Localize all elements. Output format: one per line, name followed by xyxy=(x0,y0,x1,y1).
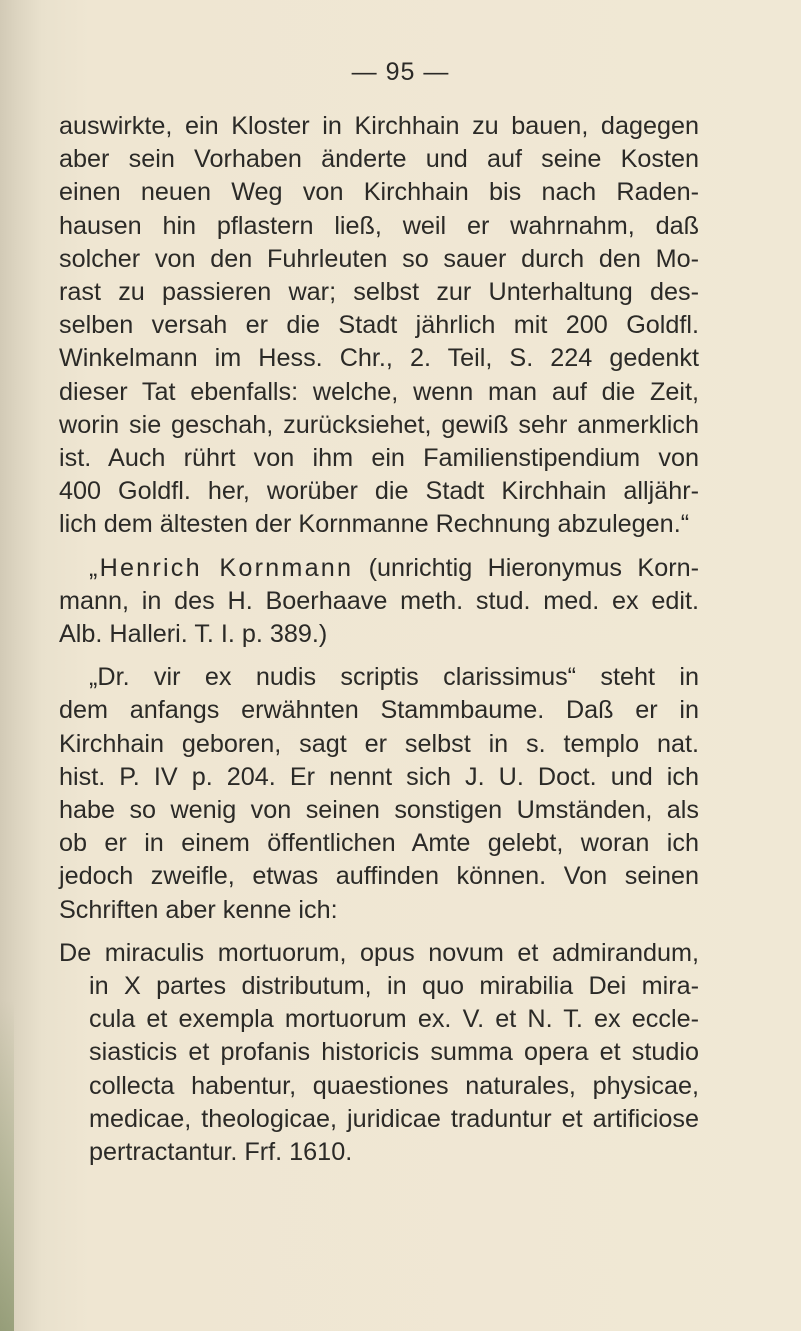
page-edge-shadow xyxy=(0,1000,14,1331)
spaced-name: „Henrich Kornmann xyxy=(89,553,354,582)
text-line: hist. P. IV p. 204. Er nennt sich J. U. Doct. und ich xyxy=(59,762,699,791)
text-line: De miraculis mortuorum, opus novum et admirandum, xyxy=(59,938,699,967)
text-line: medicae, theologicae, juridicae traduntur et artificiose xyxy=(89,1104,699,1133)
text-fragment: (unrichtig Hieronymus Korn- xyxy=(353,553,699,582)
paragraph-gap xyxy=(59,927,699,937)
text-line: siasticis et profanis historicis summa opera et studio xyxy=(89,1038,699,1067)
text-line: hausen hin pflastern ließ, weil er wahrnahm, daß xyxy=(59,211,699,240)
text-line: Schriften aber kenne ich: xyxy=(59,895,338,924)
text-line: selben versah er die Stadt jährlich mit 200 Goldfl. xyxy=(59,311,699,340)
text-line: habe so wenig von seinen sonstigen Umständen, als xyxy=(59,796,699,825)
text-line: in X partes distributum, in quo mirabilia Dei mira- xyxy=(89,972,699,1001)
text-line: aber sein Vorhaben änderte und auf seine Kosten xyxy=(59,145,699,174)
text-line: Kirchhain geboren, sagt er selbst in s. templo nat. xyxy=(59,729,699,758)
body-text xyxy=(59,110,699,1169)
text-line: Winkelmann im Hess. Chr., 2. Teil, S. 224 gedenkt xyxy=(59,344,699,373)
text-line: collecta habentur, quaestiones naturales, physicae, xyxy=(89,1071,699,1100)
text-line: dieser Tat ebenfalls: welche, wenn man auf die Zeit, xyxy=(59,377,699,406)
text-line: cula et exempla mortuorum ex. V. et N. T. ex eccle- xyxy=(89,1005,699,1034)
text-line: solcher von den Fuhrleuten so sauer durch den Mo- xyxy=(59,244,699,273)
text-line: dem anfangs erwähnten Stammbaume. Daß er in xyxy=(59,696,699,725)
text-line: mann, in des H. Boerhaave meth. stud. med. ex edit. xyxy=(59,586,699,615)
paragraph-4 xyxy=(59,937,699,1169)
paragraph-gap xyxy=(59,651,699,661)
text-line: Alb. Halleri. T. I. p. 389.) xyxy=(59,620,328,649)
text-line: jedoch zweifle, etwas auffinden können. Von seinen xyxy=(59,862,699,891)
text-line: 400 Goldfl. her, worüber die Stadt Kirchhain alljähr- xyxy=(59,477,699,506)
paragraph-3 xyxy=(59,661,699,927)
paragraph-2 xyxy=(59,552,699,652)
text-line: „Dr. vir ex nudis scriptis clarissimus“ steht in xyxy=(89,663,699,692)
text-line: rast zu passieren war; selbst zur Unterhaltung des- xyxy=(59,278,699,307)
text-line: auswirkte, ein Kloster in Kirchhain zu bauen, dagegen xyxy=(59,112,699,140)
paragraph-gap xyxy=(59,542,699,552)
text-line xyxy=(59,552,699,585)
text-line: lich dem ältesten der Kornmanne Rechnung abzulegen.“ xyxy=(59,510,690,539)
text-line: worin sie geschah, zurücksiehet, gewiß sehr anmerklich xyxy=(59,410,699,439)
page-number: — 95 — xyxy=(351,58,450,86)
text-line: einen neuen Weg von Kirchhain bis nach Raden- xyxy=(59,178,699,207)
paragraph-1 xyxy=(59,110,699,542)
text-line: ob er in einem öffentlichen Amte gelebt, woran ich xyxy=(59,829,699,858)
text-line: pertractantur. Frf. 1610. xyxy=(89,1138,353,1167)
text-line: ist. Auch rührt von ihm ein Familienstipendium von xyxy=(59,444,699,473)
